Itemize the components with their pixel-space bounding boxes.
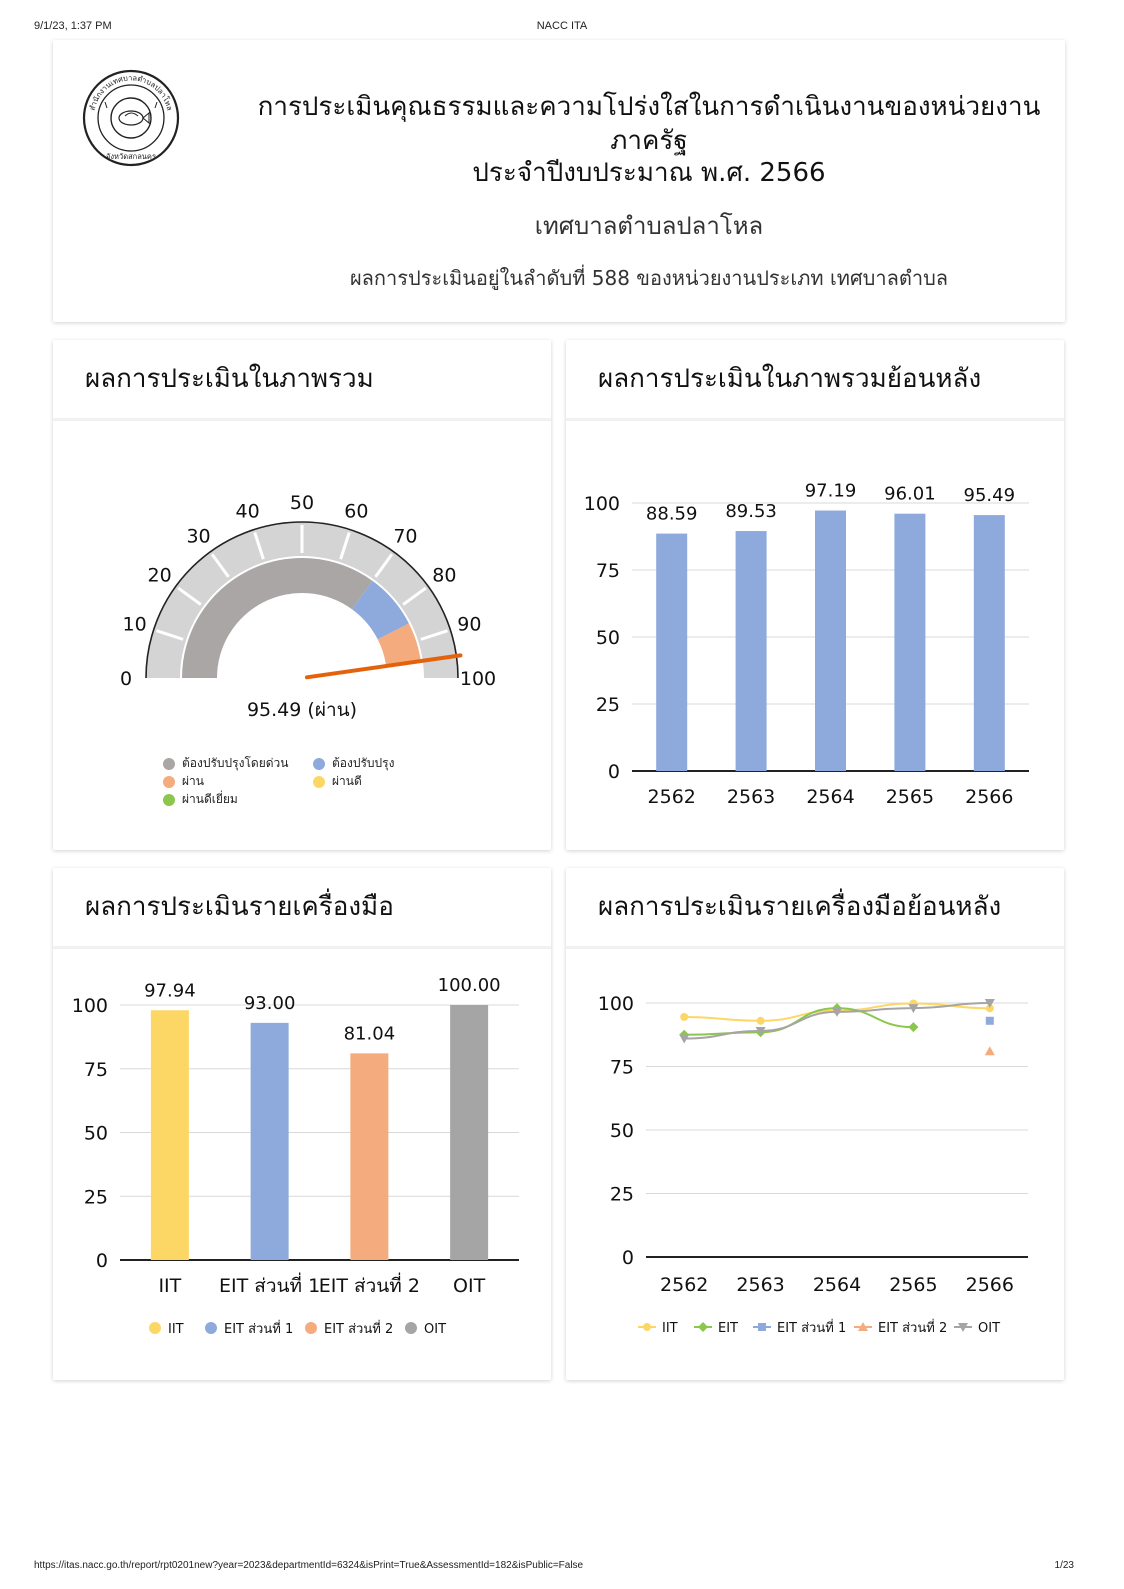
logo-bottom-text: จังหวัดสกลนคร — [106, 152, 156, 161]
card-divider — [53, 946, 551, 949]
legend-marker — [643, 1323, 651, 1331]
x-tick-label: 2565 — [889, 1274, 938, 1296]
tools-history-card — [566, 868, 1064, 1380]
gauge-tick-label-30: 30 — [186, 525, 211, 548]
overall-card-title: ผลการประเมินในภาพรวม — [85, 364, 374, 394]
tools-chart — [53, 958, 551, 1378]
bar-IIT — [151, 1010, 189, 1260]
bar-2563 — [736, 531, 767, 771]
legend-label: ผ่าน — [182, 774, 204, 788]
gauge-tick-label-0: 0 — [119, 668, 133, 690]
gauge-tick-label-60: 60 — [344, 500, 369, 523]
legend-label: IIT — [662, 1321, 678, 1336]
gauge-tick-label-90: 90 — [457, 613, 482, 636]
ranking-text: ผลการประเมินอยู่ในลำดับที่ 588 ของหน่วยงานประเภท เทศบาลตำบล — [349, 266, 949, 290]
bar-value-label: 97.94 — [144, 980, 196, 1002]
main-title-line2: ภาครัฐ — [610, 126, 688, 156]
tools-card-title: ผลการประเมินรายเครื่องมือ — [85, 892, 394, 922]
y-tick-label: 0 — [607, 761, 620, 783]
gauge-tick-label-70: 70 — [393, 525, 418, 548]
series-0-point — [680, 1013, 688, 1021]
y-tick-label: 75 — [595, 560, 620, 582]
x-tick-label: 2566 — [965, 1274, 1014, 1296]
org-name: เทศบาลตำบลปลาโหล — [534, 212, 764, 240]
y-tick-label: 100 — [583, 493, 620, 515]
legend-swatch — [305, 1322, 317, 1334]
org-logo — [81, 68, 181, 168]
print-datetime: 9/1/23, 1:37 PM — [34, 20, 112, 32]
y-tick-label: 50 — [609, 1120, 634, 1142]
series-2-point — [986, 1017, 994, 1025]
gauge-tick-label-50: 50 — [289, 492, 315, 514]
y-tick-label: 50 — [595, 627, 620, 649]
print-site-title: NACC ITA — [536, 20, 588, 32]
legend-label: EIT — [718, 1321, 738, 1336]
gauge-tick-label-80: 80 — [432, 564, 457, 587]
main-title-line3: ประจำปีงบประมาณ พ.ศ. 2566 — [472, 158, 826, 188]
legend-swatch — [163, 758, 175, 770]
legend-label: ต้องปรับปรุง — [332, 756, 395, 770]
bar-value-label: 95.49 — [963, 485, 1016, 507]
y-tick-label: 25 — [595, 694, 620, 716]
x-tick-label: 2564 — [806, 786, 855, 808]
tools-history-card-title: ผลการประเมินรายเครื่องมือย้อนหลัง — [598, 892, 1002, 922]
x-tick-label: 2566 — [965, 786, 1014, 808]
legend-label: ต้องปรับปรุงโดยด่วน — [182, 756, 289, 770]
legend-swatch — [405, 1322, 417, 1334]
bar-value-label: 89.53 — [725, 501, 777, 523]
card-divider — [53, 418, 551, 421]
card-divider — [566, 418, 1064, 421]
bar-2562 — [656, 534, 687, 771]
legend-swatch — [205, 1322, 217, 1334]
bar-value-label: 97.19 — [804, 480, 857, 502]
gauge-value-label: 95.49 (ผ่าน) — [246, 699, 358, 721]
legend-label: OIT — [424, 1322, 447, 1337]
gauge-legend — [163, 754, 543, 814]
tools-card — [53, 868, 551, 1380]
legend-label: IIT — [168, 1322, 184, 1337]
legend-marker — [758, 1323, 766, 1331]
legend-label: ผ่านดีเยี่ยม — [182, 792, 238, 806]
legend-label: EIT ส่วนที่ 1 — [224, 1322, 294, 1337]
bar-value-label: 100.00 — [437, 975, 501, 996]
bar-OIT — [450, 1005, 488, 1260]
y-tick-label: 0 — [621, 1247, 634, 1269]
main-title-line1: การประเมินคุณธรรมและความโปร่งใสในการดำเนินงานของหน่วยงาน — [257, 92, 1041, 122]
gauge-legend-item — [163, 790, 238, 809]
legend-label: ผ่านดี — [332, 774, 362, 788]
overall-history-card — [566, 340, 1064, 850]
gauge-tick-label-100: 100 — [459, 668, 497, 690]
gauge-tick-label-20: 20 — [147, 564, 172, 587]
bar-2566 — [974, 515, 1005, 771]
x-tick-label: 2562 — [660, 1274, 709, 1296]
card-divider — [566, 946, 1064, 949]
bar-EIT ส่วนที่ 1 — [251, 1023, 289, 1260]
y-tick-label: 0 — [95, 1250, 108, 1272]
y-tick-label: 100 — [71, 995, 108, 1017]
y-tick-label: 25 — [83, 1186, 108, 1209]
overall-history-card-title: ผลการประเมินในภาพรวมย้อนหลัง — [598, 364, 982, 394]
series-3-point — [985, 1046, 995, 1055]
bar-2564 — [815, 511, 846, 771]
bar-value-label: 96.01 — [884, 483, 936, 505]
y-tick-label: 50 — [83, 1122, 108, 1145]
x-tick-label: IIT — [158, 1275, 182, 1297]
legend-label: EIT ส่วนที่ 2 — [324, 1322, 394, 1337]
bar-EIT ส่วนที่ 2 — [350, 1053, 388, 1260]
bar-value-label: 88.59 — [645, 503, 698, 525]
legend-swatch — [149, 1322, 161, 1334]
x-tick-label: OIT — [453, 1275, 486, 1297]
y-tick-label: 75 — [83, 1058, 108, 1081]
legend-swatch — [313, 758, 325, 770]
series-1-point — [908, 1022, 918, 1032]
gauge-legend-item — [313, 772, 362, 791]
x-tick-label: 2564 — [812, 1274, 862, 1296]
gauge-legend-item — [163, 754, 288, 773]
legend-marker — [698, 1322, 708, 1332]
logo-ring-text: สำนักงานเทศบาลตำบลปลาโหล — [87, 73, 175, 112]
print-url: https://itas.nacc.go.th/report/rpt0201new?year=2023&departmentId=6324&isPrint=True&AssessmentId=182&isPublic=False — [34, 1560, 584, 1571]
x-tick-label: 2565 — [885, 786, 935, 808]
gauge-legend-item — [163, 772, 204, 791]
legend-swatch — [313, 776, 325, 788]
overall-history-chart — [566, 430, 1064, 850]
y-tick-label: 25 — [609, 1183, 634, 1206]
x-tick-label: EIT ส่วนที่ 2 — [318, 1275, 420, 1297]
x-tick-label: 2563 — [736, 1274, 785, 1296]
bar-2565 — [894, 514, 925, 771]
legend-swatch — [163, 776, 175, 788]
y-tick-label: 100 — [597, 993, 634, 1015]
legend-swatch — [163, 794, 175, 806]
print-page-number: 1/23 — [1054, 1560, 1074, 1571]
x-tick-label: 2562 — [647, 786, 696, 808]
x-tick-label: EIT ส่วนที่ 1 — [219, 1275, 321, 1297]
series-0-point — [757, 1017, 765, 1025]
legend-label: EIT ส่วนที่ 1 — [777, 1321, 847, 1336]
gauge-legend-item — [313, 754, 394, 773]
bar-value-label: 93.00 — [243, 992, 296, 1014]
gauge-tick-label-10: 10 — [122, 613, 147, 636]
legend-label: EIT ส่วนที่ 2 — [878, 1321, 948, 1336]
tools-history-chart — [566, 958, 1064, 1378]
gauge-tick-label-40: 40 — [235, 500, 260, 523]
legend-label: OIT — [978, 1321, 1001, 1336]
bar-value-label: 81.04 — [343, 1023, 396, 1045]
header-card — [53, 40, 1065, 322]
y-tick-label: 75 — [609, 1056, 634, 1079]
overall-card — [53, 340, 551, 850]
x-tick-label: 2563 — [726, 786, 776, 808]
